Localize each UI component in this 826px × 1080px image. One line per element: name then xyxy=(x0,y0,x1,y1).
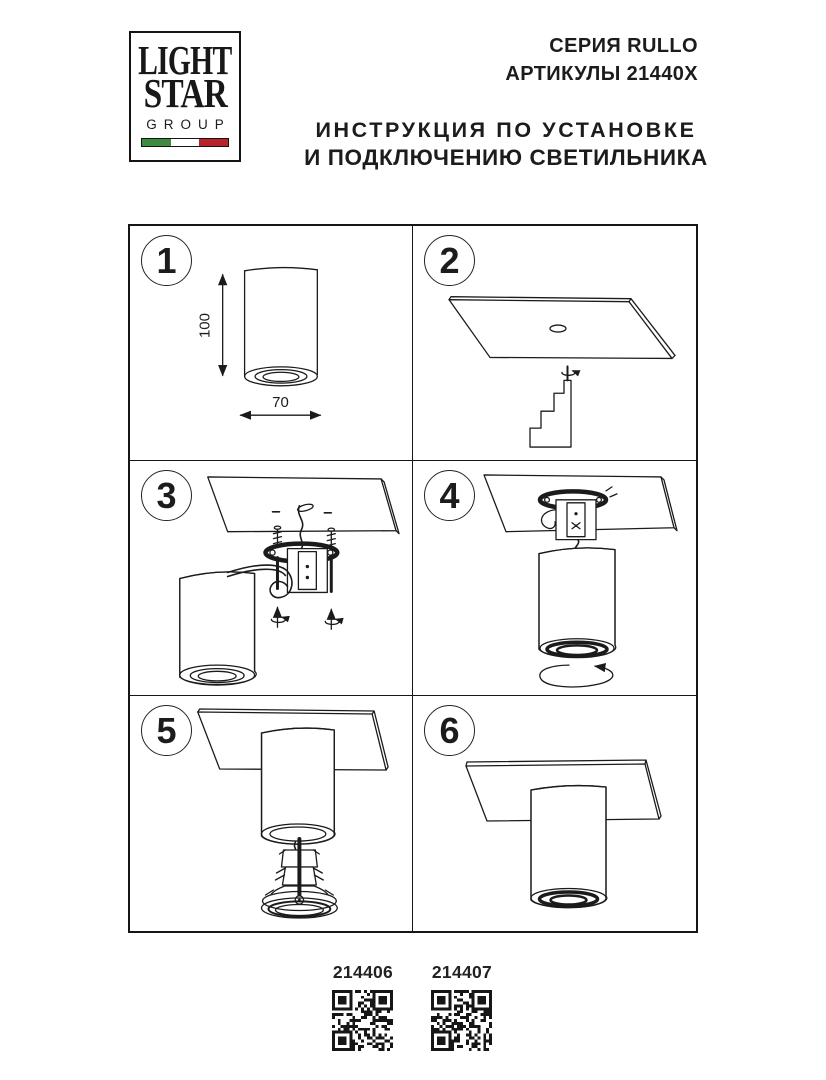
step-2-badge xyxy=(424,235,475,286)
step-1-badge xyxy=(141,235,192,286)
instruction-title-line1: ИНСТРУКЦИЯ ПО УСТАНОВКЕ xyxy=(315,118,697,142)
logo-word-group: GROUP xyxy=(146,117,231,132)
step-3-number: 3 xyxy=(156,474,177,516)
series-header xyxy=(505,32,698,88)
article-code-right: 214407 xyxy=(431,962,493,982)
steps-grid xyxy=(128,224,698,933)
step-cell-4 xyxy=(413,461,696,696)
step-3-badge xyxy=(141,470,192,521)
step-1-number: 1 xyxy=(156,239,177,281)
instruction-title-line2: И ПОДКЛЮЧЕНИЮ СВЕТИЛЬНИКА xyxy=(304,145,708,170)
article-code-left: 214406 xyxy=(332,962,394,982)
step-6-number: 6 xyxy=(439,709,460,751)
series-name: СЕРИЯ RULLO xyxy=(549,35,698,57)
italian-flag-stripe xyxy=(141,138,229,147)
step-5-badge xyxy=(141,705,192,756)
height-dimension-label: 100 xyxy=(196,313,214,339)
step-cell-3 xyxy=(130,461,413,696)
step-2-number: 2 xyxy=(439,239,460,281)
step-5-number: 5 xyxy=(156,709,177,751)
step-cell-5 xyxy=(130,696,413,931)
flag-white-segment xyxy=(171,139,200,146)
flag-green-segment xyxy=(142,139,171,146)
step-6-badge xyxy=(424,705,475,756)
qr-code-right xyxy=(431,990,492,1051)
step-cell-2 xyxy=(413,226,696,461)
flag-red-segment xyxy=(199,139,228,146)
step-cell-1 xyxy=(130,226,413,461)
lightstar-logo xyxy=(129,31,241,162)
step-4-number: 4 xyxy=(439,474,460,516)
logo-word-light: LIGHT xyxy=(138,38,232,84)
article-numbers: АРТИКУЛЫ 21440X xyxy=(505,63,698,85)
width-dimension-label: 70 xyxy=(272,394,289,412)
step-4-badge xyxy=(424,470,475,521)
qr-code-left xyxy=(332,990,393,1051)
instruction-title xyxy=(300,116,712,172)
step-cell-6 xyxy=(413,696,696,931)
logo-word-star: STAR xyxy=(143,71,227,117)
